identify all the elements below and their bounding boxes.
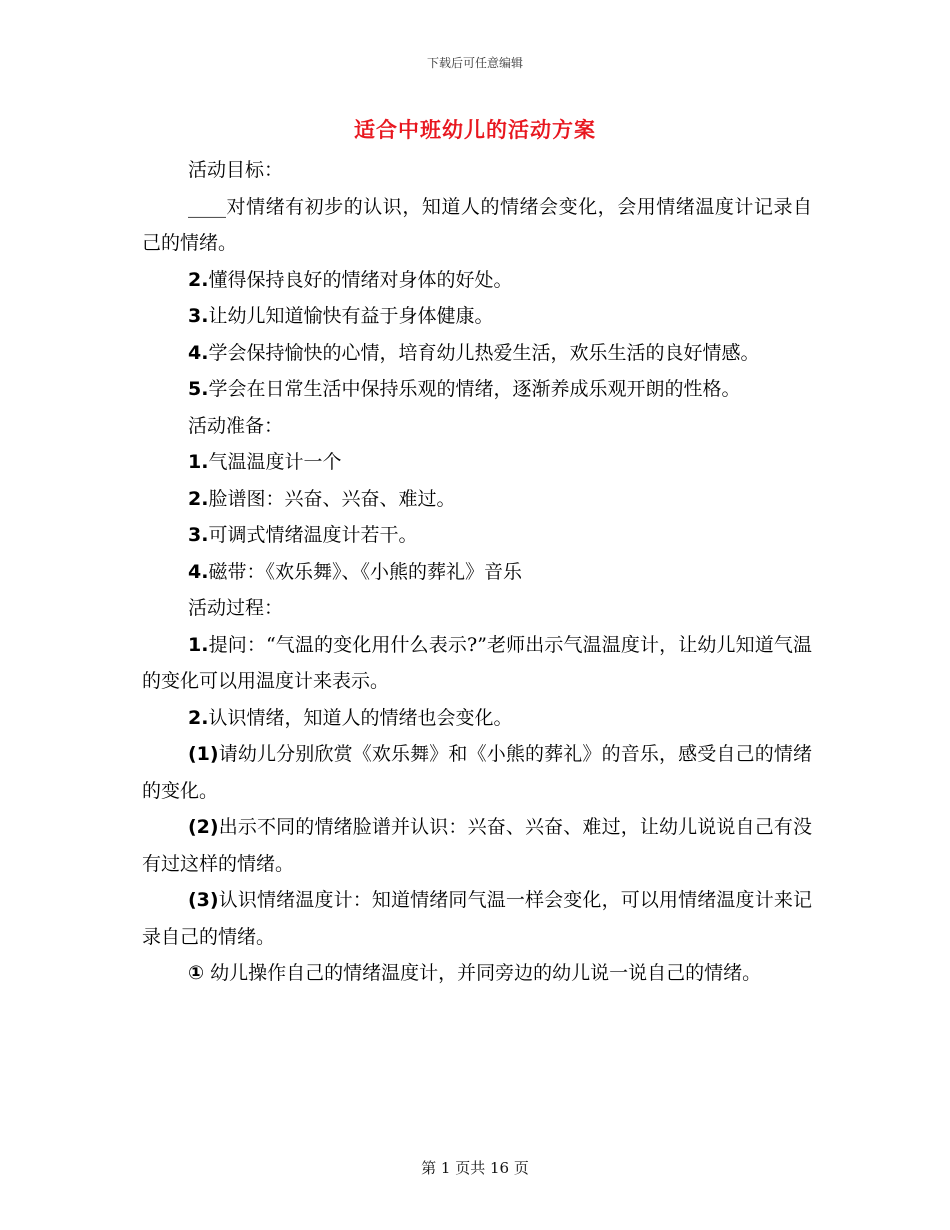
paragraph-text: 提问：“气温的变化用什么表示?”老师出示气温温度计，让幼儿知道气温的变化可以用温度计来表示。 <box>142 633 812 692</box>
header-note: 下载后可任意编辑 <box>426 56 523 70</box>
paragraph <box>142 152 812 189</box>
item-number: 5. <box>188 378 209 400</box>
paragraph-text: 出示不同的情绪脸谱并认识：兴奋、兴奋、难过，让幼儿说说自己有没有过这样的情绪。 <box>142 816 812 875</box>
item-number: ① <box>188 962 205 984</box>
paragraph <box>142 517 812 554</box>
paragraph-text: 活动目标： <box>188 159 284 181</box>
paragraph-text: 请幼儿分别欣赏《欢乐舞》和《小熊的葬礼》的音乐，感受自己的情绪的变化。 <box>142 743 812 802</box>
paragraph-text: 幼儿操作自己的情绪温度计，并同旁边的幼儿说一说自己的情绪。 <box>204 962 762 984</box>
item-number: 3. <box>188 524 209 546</box>
item-number: 3. <box>188 305 209 327</box>
paragraph-text: 活动过程： <box>188 597 284 619</box>
paragraph <box>142 335 812 372</box>
paragraph-text: 认识情绪，知道人的情绪也会变化。 <box>208 706 513 729</box>
item-number: (3) <box>188 889 219 911</box>
paragraph-text: 气温温度计一个 <box>208 451 342 473</box>
paragraph <box>142 700 812 737</box>
paragraph-text: 活动准备： <box>188 414 284 437</box>
paragraph-text: 脸谱图：兴奋、兴奋、难过。 <box>208 487 456 510</box>
paragraph <box>142 481 812 518</box>
page-number: 第 1 页共 16 页 <box>421 1159 529 1177</box>
paragraph <box>142 809 812 882</box>
paragraph <box>142 444 812 481</box>
item-number: 4. <box>188 341 209 364</box>
paragraph <box>142 298 812 335</box>
paragraph-text: 认识情绪温度计：知道情绪同气温一样会变化，可以用情绪温度计来记录自己的情绪。 <box>142 889 812 948</box>
item-number: 2. <box>188 268 209 291</box>
paragraph <box>142 371 812 408</box>
paragraph-text: 学会保持愉快的心情，培育幼儿热爱生活，欢乐生活的良好情感。 <box>208 341 760 364</box>
item-number: (1) <box>188 743 219 765</box>
paragraph <box>142 554 812 591</box>
document-title: 适合中班幼儿的活动方案 <box>354 117 596 142</box>
paragraph-text: 可调式情绪温度计若干。 <box>208 524 418 546</box>
paragraph <box>142 955 812 992</box>
paragraph <box>142 627 812 700</box>
document-body <box>142 152 812 992</box>
paragraph-text: 让幼儿知道愉快有益于身体健康。 <box>208 305 494 327</box>
item-number: 2. <box>188 706 209 729</box>
item-number: 4. <box>188 560 209 583</box>
paragraph-text: 学会在日常生活中保持乐观的情绪，逐渐养成乐观开朗的性格。 <box>208 378 741 400</box>
paragraph-text: ____对情绪有初步的认识，知道人的情绪会变化，会用情绪温度计记录自己的情绪。 <box>142 195 812 254</box>
paragraph <box>142 736 812 809</box>
item-number: 2. <box>188 487 209 510</box>
item-number: 1. <box>188 451 209 473</box>
paragraph-text: 懂得保持良好的情绪对身体的好处。 <box>208 268 513 291</box>
paragraph <box>142 408 812 445</box>
paragraph <box>142 590 812 627</box>
paragraph <box>142 189 812 262</box>
paragraph <box>142 882 812 955</box>
paragraph <box>142 262 812 299</box>
paragraph-text: 磁带：《欢乐舞》、《小熊的葬礼》音乐 <box>208 560 522 583</box>
item-number: (2) <box>188 816 219 838</box>
item-number: 1. <box>188 633 209 656</box>
